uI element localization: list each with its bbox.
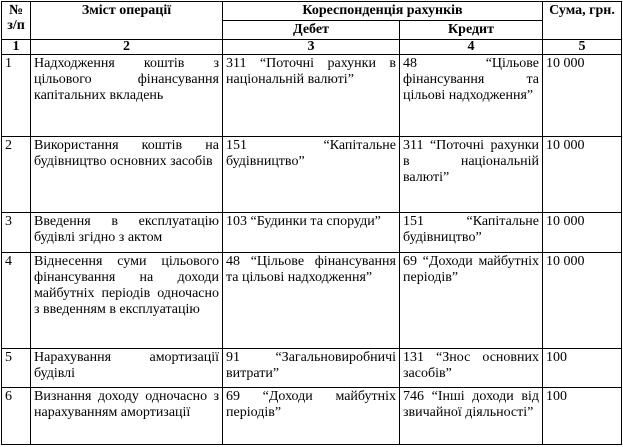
credit-account: 311 “Поточні рахунки в національній валюті” [400,136,543,212]
column-index: 2 [31,40,223,55]
header-sum: Сума, грн. [543,2,622,40]
credit-account: 131 “Знос основних засобів” [400,348,543,387]
debit-account: 103 “Будинки та споруди” [223,212,400,252]
amount: 100 [543,348,622,387]
row-number: 1 [2,55,31,137]
debit-account: 311 “Поточні рахунки в національній валюті” [223,55,400,137]
column-index: 5 [543,40,622,55]
column-index: 3 [223,40,400,55]
header-number: № з/п [2,2,31,40]
row-number: 5 [2,348,31,387]
header-debit: Дебет [223,21,400,40]
debit-account: 48 “Цільове фінансування та цільові надходження” [223,253,400,348]
row-number: 3 [2,212,31,252]
operation-text: Використання коштів на будівництво основних засобів [31,136,223,212]
credit-account: 746 “Інші доходи від звичайної діяльності” [400,387,543,444]
row-number: 6 [2,387,31,444]
row-number: 2 [2,136,31,212]
debit-account: 91 “Загальновиробничі витрати” [223,348,400,387]
operation-text: Визнання доходу одночасно з нарахуванням амортизації [31,387,223,444]
amount: 10 000 [543,253,622,348]
header-credit: Кредит [400,21,543,40]
table-row [2,136,622,212]
debit-account: 151 “Капітальне будівництво” [223,136,400,212]
column-index: 1 [2,40,31,55]
header-operation: Зміст операції [31,2,223,40]
credit-account: 48 “Цільове фінансування та цільові надходження” [400,55,543,137]
table-row [2,253,622,348]
header-correspondence: Кореспонденція рахунків [223,2,543,21]
table-row [2,55,622,137]
accounting-entries-table [1,1,622,445]
amount: 100 [543,387,622,444]
amount: 10 000 [543,55,622,137]
column-index: 4 [400,40,543,55]
credit-account: 69 “Доходи майбутніх періодів” [400,253,543,348]
operation-text: Нарахування амортизації будівлі [31,348,223,387]
operation-text: Надходження коштів з цільового фінансування капітальних вкладень [31,55,223,137]
credit-account: 151 “Капітальне будівництво” [400,212,543,252]
operation-text: Віднесення суми цільового фінансування на доходи майбутніх періодів одночасно з введенням в експлуатацію [31,253,223,348]
row-number: 4 [2,253,31,348]
debit-account: 69 “Доходи майбутніх періодів” [223,387,400,444]
table-row [2,212,622,252]
amount: 10 000 [543,136,622,212]
table-row [2,348,622,387]
table-row [2,387,622,444]
amount: 10 000 [543,212,622,252]
operation-text: Введення в експлуатацію будівлі згідно з актом [31,212,223,252]
